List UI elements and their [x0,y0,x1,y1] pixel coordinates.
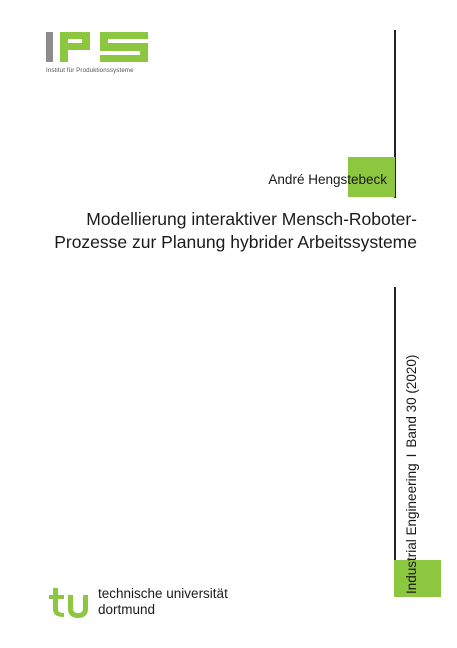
university-name [98,586,228,618]
series-name: Industrial Engineering [404,463,419,594]
title-line: Modellierung interaktiver Mensch-Roboter- [86,209,417,229]
divider-line-bottom [394,287,396,597]
university-line-1: technische universität [98,586,228,601]
university-line-2: dortmund [98,602,156,617]
series-label [404,355,419,594]
series-separator: I [404,453,419,458]
tu-logo [47,586,93,618]
author-name: André Hengstebeck [268,172,387,187]
book-title [54,208,417,254]
institute-caption: Institut für Produktionssysteme [46,67,134,74]
series-volume: Band 30 (2020) [404,354,419,448]
title-line: Prozesse zur Planung hybrider Arbeitssysteme [54,232,417,252]
